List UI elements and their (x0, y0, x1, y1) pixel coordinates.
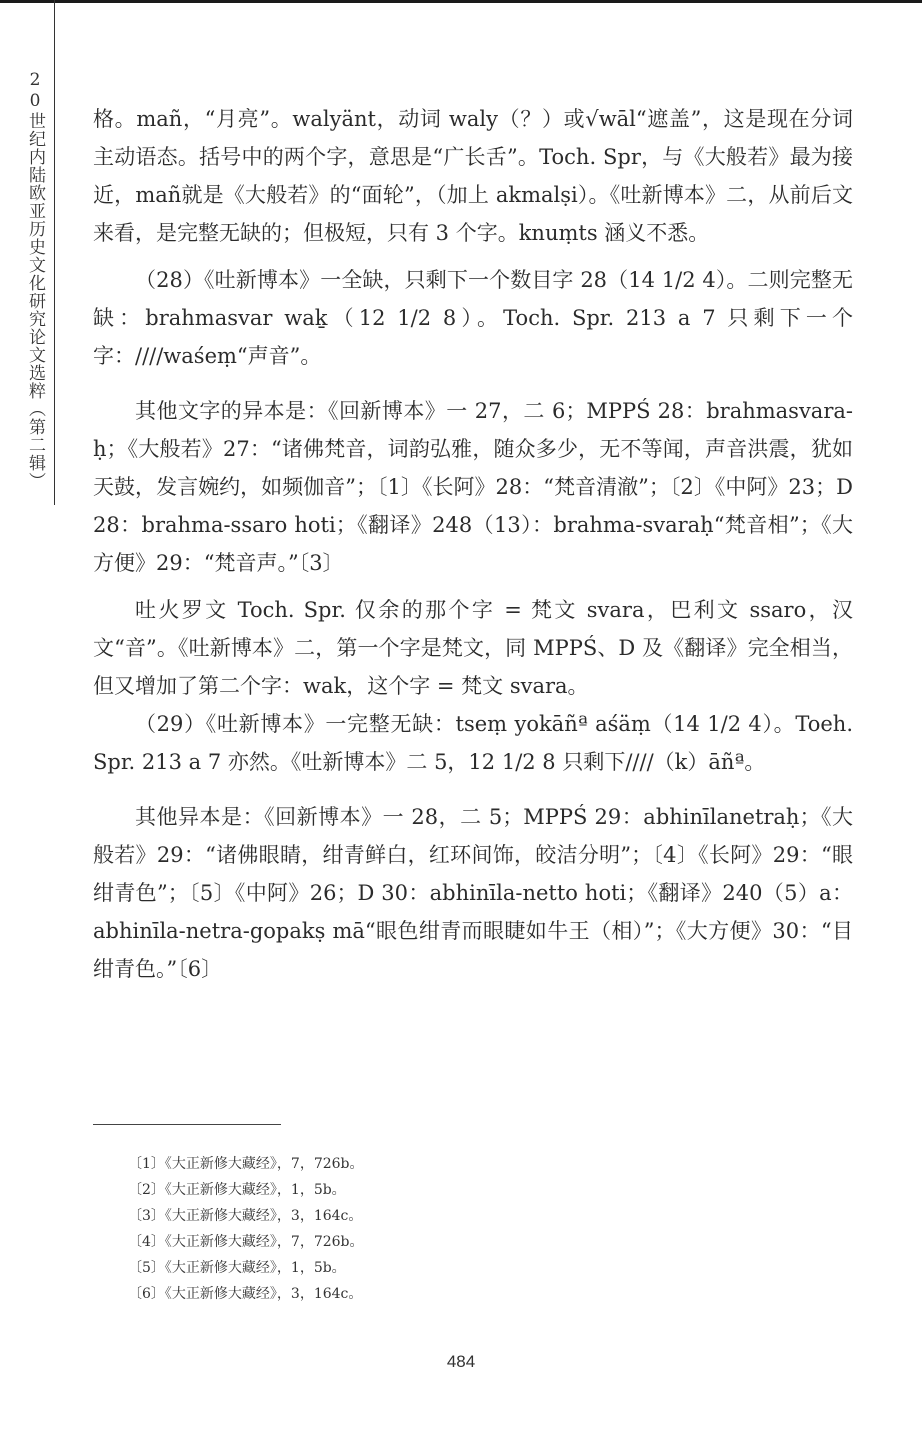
top-border-rule (0, 0, 922, 3)
paragraph: 格。mañ，“月亮”。walyänt，动词 waly（？）或√wāl“遮盖”，这是现在分词主动语态。括号中的两个字，意思是“广长舌”。Toch. Spr，与《大般若》最为接近，mañ就是《大般若》的“面轮”，（加上 akmalṣi）。《吐新博本》二，从前后文来看，是完整无缺的；但极短，只有 3 个字。knuṃts 涵义不悉。 (93, 107, 853, 245)
paragraph: 吐火罗文 Toch. Spr. 仅余的那个字 = 梵文 svara，巴利文 ssaro，汉文“音”。《吐新博本》二，第一个字是梵文，同 MPPŚ、D 及《翻译》完全相当，但又增加了第二个字：wak，这个字 = 梵文 svara。 (93, 598, 853, 698)
body-text (93, 100, 853, 988)
footnote: 〔2〕《大正新修大藏经》，1，5b。 (128, 1182, 346, 1198)
footnote-divider (93, 1124, 281, 1125)
footnotes (128, 1151, 628, 1307)
paragraph: （28）《吐新博本》一全缺，只剩下一个数目字 28（14 1/2 4）。二则完整无缺：brahmasvar waḵ（12 1/2 8）。Toch. Spr. 213 a 7 只剩下一个字：////waśeṃ“声音”。 (93, 268, 853, 368)
footnote: 〔3〕《大正新修大藏经》，3，164c。 (128, 1208, 363, 1224)
paragraph: 其他异本是：《回新博本》一 28，二 5；MPPŚ 29：abhinīlanetraḥ；《大般若》29：“诸佛眼睛，绀青鲜白，红环间饰，皎洁分明”；〔4〕《长阿》29：“眼绀青色”；〔5〕《中阿》26；D 30：abhinīla-netto hoti；《翻译》240（5）a：abhinīla-netra-gopakṣ mā“眼色绀青而眼睫如牛王（相）”；《大方便》30：“目绀青色。”〔6〕 (93, 805, 853, 981)
running-header-vertical: 20世纪内陆欧亚历史文化研究论文选粹（第二辑） (25, 70, 45, 490)
paragraph: 其他文字的异本是：《回新博本》一 27，二 6；MPPŚ 28：brahmasvara-ḥ；《大般若》27：“诸佛梵音，词韵弘雅，随众多少，无不等闻，声音洪震，犹如天鼓，发言婉约，如频伽音”；〔1〕《长阿》28：“梵音清澈”；〔2〕《中阿》23；D 28：brahma-ssaro hoti；《翻译》248（13）：brahma-svaraḥ“梵音相”；《大方便》29：“梵音声。”〔3〕 (93, 399, 853, 575)
footnote: 〔1〕《大正新修大藏经》，7，726b。 (128, 1156, 364, 1172)
side-border-rule (54, 0, 55, 505)
footnote: 〔6〕《大正新修大藏经》，3，164c。 (128, 1286, 363, 1302)
paragraph: （29）《吐新博本》一完整无缺：tseṃ yokāñª aśäṃ（14 1/2 4）。Toeh. Spr. 213 a 7 亦然。《吐新博本》二 5，12 1/2 8 只剩下////（k）āñª。 (93, 712, 853, 774)
footnote: 〔4〕《大正新修大藏经》，7，726b。 (128, 1234, 364, 1250)
footnote: 〔5〕《大正新修大藏经》，1，5b。 (128, 1260, 346, 1276)
page-number: 484 (446, 1352, 476, 1371)
